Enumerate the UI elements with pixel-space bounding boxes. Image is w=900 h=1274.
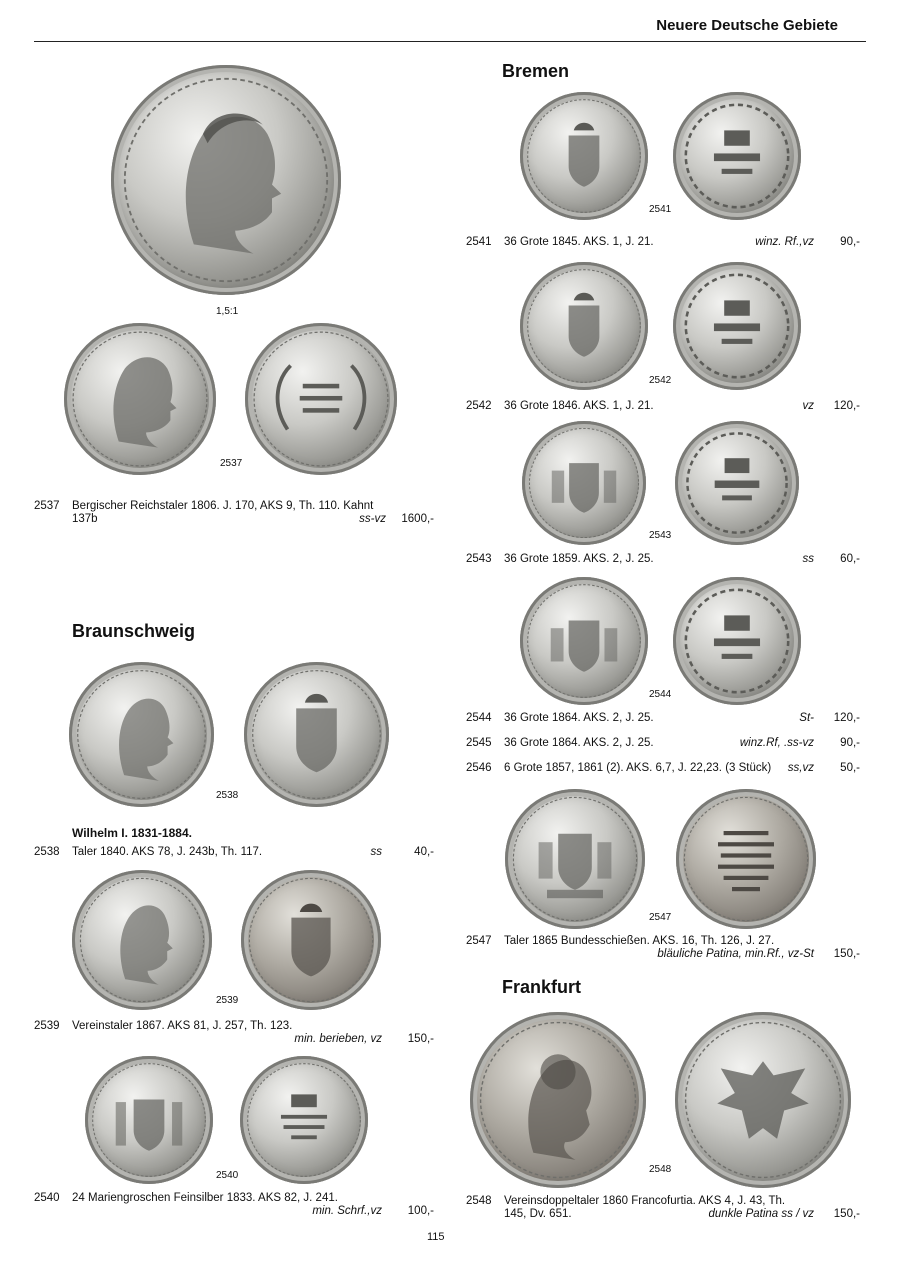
coin-2538-obverse xyxy=(69,662,214,807)
lot-description: Vereinstaler 1867. AKS 81, J. 257, Th. 123. xyxy=(72,1020,293,1032)
lot-grade: ss xyxy=(370,846,382,858)
lot-entry-2548 xyxy=(466,1195,860,1223)
lot-grade: vz xyxy=(802,400,814,412)
coat-of-arms-motif xyxy=(520,262,648,390)
coin-2542-reverse xyxy=(673,262,801,390)
lot-description: Vereinsdoppeltaler 1860 Francofurtia. AKS 4, J. 43, Th. xyxy=(504,1195,786,1207)
coin-2537-reverse xyxy=(245,323,397,475)
coin-2548-reverse xyxy=(675,1012,851,1188)
coat-of-arms-motif xyxy=(520,577,648,705)
coin-2537-obverse xyxy=(64,323,216,475)
lot-entry-2541 xyxy=(466,236,860,250)
denomination-motif xyxy=(240,1056,368,1184)
inscription-motif xyxy=(676,789,816,929)
coin-2540-reverse xyxy=(240,1056,368,1184)
lot-number: 2546 xyxy=(466,762,492,774)
lot-description: 6 Grote 1857, 1861 (2). AKS. 6,7, J. 22,23. (3 Stück) xyxy=(504,762,772,774)
denomination-motif xyxy=(673,92,801,220)
coat-of-arms-motif xyxy=(522,421,646,545)
coin-image-label: 2547 xyxy=(649,912,672,923)
eagle-motif xyxy=(675,1012,851,1188)
lot-description: 36 Grote 1864. AKS. 2, J. 25. xyxy=(504,737,654,749)
lot-price: 150,- xyxy=(407,1033,434,1045)
coin-2548-obverse xyxy=(470,1012,646,1188)
coat-of-arms-motif xyxy=(520,92,648,220)
lot-price: 50,- xyxy=(840,762,860,774)
page-number: 115 xyxy=(427,1231,445,1243)
lot-price: 120,- xyxy=(833,712,860,724)
coin-image-label: 2537 xyxy=(220,458,243,469)
coin-image-label: 2541 xyxy=(649,204,672,215)
coin-2547-reverse xyxy=(676,789,816,929)
portrait-motif xyxy=(64,323,216,475)
header-divider xyxy=(34,41,866,42)
lot-number: 2543 xyxy=(466,553,492,565)
coin-image-label: 2548 xyxy=(649,1164,672,1175)
lot-description: 36 Grote 1859. AKS. 2, J. 25. xyxy=(504,553,654,565)
coin-2540-obverse xyxy=(85,1056,213,1184)
page-header-title: Neuere Deutsche Gebiete xyxy=(656,17,838,34)
denomination-motif xyxy=(675,421,799,545)
lot-number: 2538 xyxy=(34,846,60,858)
lot-grade: ss-vz xyxy=(359,513,386,525)
lot-number: 2547 xyxy=(466,935,492,947)
coin-2539-obverse xyxy=(72,870,212,1010)
wreath-motif xyxy=(245,323,397,475)
lot-grade: dunkle Patina ss / vz xyxy=(708,1208,814,1220)
lot-entry-2543 xyxy=(466,553,860,567)
lot-number: 2540 xyxy=(34,1192,60,1204)
coin-2542-obverse xyxy=(520,262,648,390)
lot-description: 36 Grote 1845. AKS. 1, J. 21. xyxy=(504,236,654,248)
lot-grade: St- xyxy=(799,712,814,724)
lot-price: 1600,- xyxy=(401,513,434,525)
coin-2544-reverse xyxy=(673,577,801,705)
coin-image-label: 2539 xyxy=(216,995,239,1006)
lot-description: 24 Mariengroschen Feinsilber 1833. AKS 82, J. 241. xyxy=(72,1192,338,1204)
lot-grade: min. berieben, vz xyxy=(294,1033,382,1045)
francofurtia-portrait-motif xyxy=(470,1012,646,1188)
lot-grade: winz.Rf, .ss-vz xyxy=(739,737,814,749)
ruler-subheading: Wilhelm I. 1831-1884. xyxy=(72,826,192,840)
lot-price: 60,- xyxy=(840,553,860,565)
lot-price: 120,- xyxy=(833,400,860,412)
coin-image-label: 2538 xyxy=(216,790,239,801)
lot-price: 90,- xyxy=(840,236,860,248)
coin-image-label: 2544 xyxy=(649,689,672,700)
lot-entry-2545 xyxy=(466,737,860,751)
lot-description: Taler 1865 Bundesschießen. AKS. 16, Th. 126, J. 27. xyxy=(504,935,775,947)
coin-2538-reverse xyxy=(244,662,389,807)
portrait-motif xyxy=(111,65,341,295)
denomination-motif xyxy=(673,262,801,390)
lot-number: 2539 xyxy=(34,1020,60,1032)
lot-number: 2548 xyxy=(466,1195,492,1207)
coin-image-label: 2543 xyxy=(649,530,672,541)
lot-description: 36 Grote 1846. AKS. 1, J. 21. xyxy=(504,400,654,412)
coin-2541-obverse xyxy=(520,92,648,220)
section-title-frankfurt: Frankfurt xyxy=(502,977,582,997)
coin-2537-obverse-enlarged xyxy=(111,65,341,295)
lot-price: 90,- xyxy=(840,737,860,749)
coat-of-arms-motif xyxy=(244,662,389,807)
coin-2543-reverse xyxy=(675,421,799,545)
lot-description: Bergischer Reichstaler 1806. J. 170, AKS 9, Th. 110. Kahnt xyxy=(72,500,374,512)
coin-2543-obverse xyxy=(522,421,646,545)
lot-price: 150,- xyxy=(833,948,860,960)
section-title-bremen: Bremen xyxy=(502,61,570,81)
coin-image-label: 2540 xyxy=(216,1170,239,1181)
lot-grade: ss,vz xyxy=(787,762,814,774)
lot-number: 2541 xyxy=(466,236,492,248)
lot-grade: bläuliche Patina, min.Rf., vz-St xyxy=(657,948,814,960)
coat-of-arms-motif xyxy=(241,870,381,1010)
lot-grade: ss xyxy=(802,553,814,565)
coat-of-arms-motif xyxy=(505,789,645,929)
lot-entry-2539 xyxy=(34,1020,434,1048)
coin-2541-reverse xyxy=(673,92,801,220)
scale-note: 1,5:1 xyxy=(216,306,239,317)
lot-number: 2544 xyxy=(466,712,492,724)
lot-number: 2542 xyxy=(466,400,492,412)
lot-description-cont: 137b xyxy=(72,513,98,525)
portrait-motif xyxy=(69,662,214,807)
lot-entry-2547 xyxy=(466,935,860,963)
lot-number: 2537 xyxy=(34,500,60,512)
coin-image-label: 2542 xyxy=(649,375,672,386)
lot-entry-2537 xyxy=(34,500,434,528)
lot-entry-2540 xyxy=(34,1192,434,1220)
lot-description-cont: 145, Dv. 651. xyxy=(504,1208,572,1220)
section-title-braunschweig: Braunschweig xyxy=(72,621,196,641)
lot-description: Taler 1840. AKS 78, J. 243b, Th. 117. xyxy=(72,846,263,858)
lot-price: 150,- xyxy=(833,1208,860,1220)
lot-entry-2546 xyxy=(466,762,860,776)
coat-of-arms-motif xyxy=(85,1056,213,1184)
lot-grade: winz. Rf.,vz xyxy=(755,236,814,248)
portrait-motif xyxy=(72,870,212,1010)
lot-price: 40,- xyxy=(414,846,434,858)
lot-grade: min. Schrf.,vz xyxy=(312,1205,382,1217)
lot-price: 100,- xyxy=(407,1205,434,1217)
lot-number: 2545 xyxy=(466,737,492,749)
coin-2544-obverse xyxy=(520,577,648,705)
denomination-motif xyxy=(673,577,801,705)
lot-entry-2544 xyxy=(466,712,860,726)
lot-entry-2542 xyxy=(466,400,860,414)
lot-entry-2538 xyxy=(34,846,434,860)
lot-description: 36 Grote 1864. AKS. 2, J. 25. xyxy=(504,712,654,724)
coin-2539-reverse xyxy=(241,870,381,1010)
coin-2547-obverse xyxy=(505,789,645,929)
